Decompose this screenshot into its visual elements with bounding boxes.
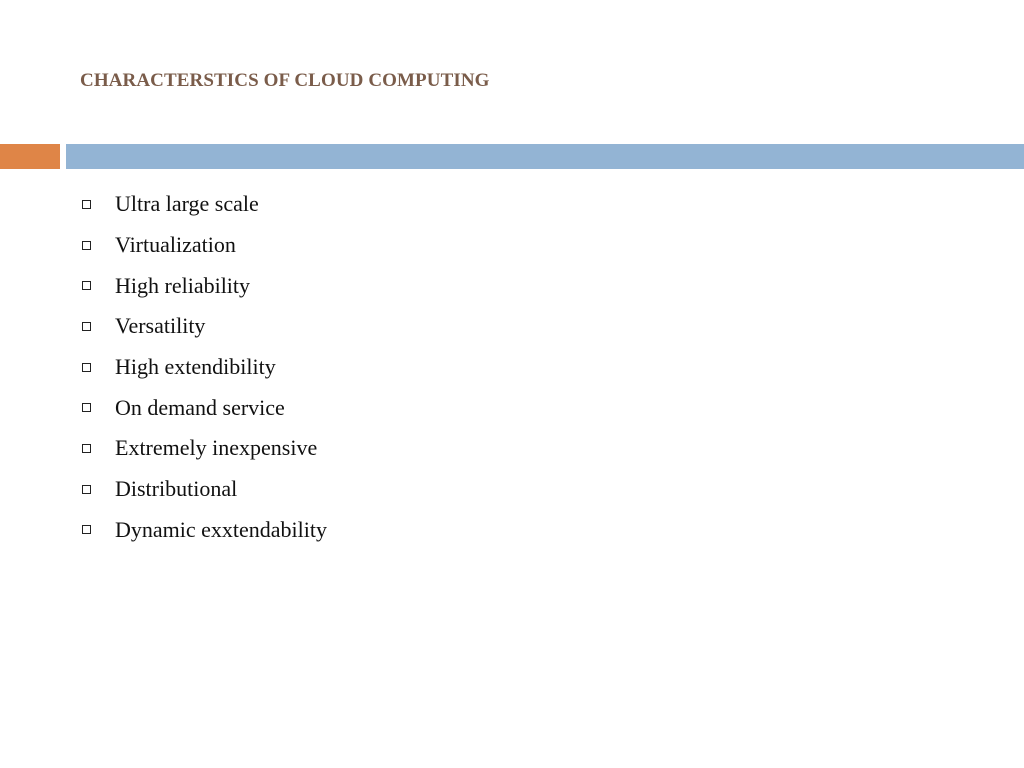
bullet-item: [80, 184, 327, 225]
accent-bar-orange: [0, 144, 60, 169]
square-bullet-icon: [82, 403, 91, 412]
bullet-item: [80, 306, 327, 347]
square-bullet-icon: [82, 444, 91, 453]
square-bullet-icon: [82, 241, 91, 250]
square-bullet-icon: [82, 322, 91, 331]
square-bullet-icon: [82, 363, 91, 372]
bullet-text: Dynamic exxtendability: [115, 516, 327, 542]
bullet-text: Versatility: [115, 313, 206, 339]
bullet-text: Virtualization: [115, 232, 236, 258]
bullet-item: [80, 428, 327, 469]
bullet-item: [80, 469, 327, 510]
bullet-text: High reliability: [115, 272, 251, 298]
square-bullet-icon: [82, 485, 91, 494]
bullet-item: [80, 225, 327, 266]
bullet-item: [80, 510, 327, 551]
bullet-text: Extremely inexpensive: [115, 435, 318, 461]
bullet-list: [80, 184, 327, 550]
bullet-item: [80, 347, 327, 388]
bullet-text: On demand service: [115, 394, 285, 420]
bullet-text: High extendibility: [115, 354, 276, 380]
bullet-text: Distributional: [115, 476, 238, 502]
square-bullet-icon: [82, 200, 91, 209]
square-bullet-icon: [82, 281, 91, 290]
slide-title: CHARACTERSTICS OF CLOUD COMPUTING: [80, 70, 490, 91]
accent-bar-blue: [66, 144, 1024, 169]
bullet-text: Ultra large scale: [115, 191, 259, 217]
bullet-item: [80, 265, 327, 306]
bullet-item: [80, 387, 327, 428]
square-bullet-icon: [82, 525, 91, 534]
